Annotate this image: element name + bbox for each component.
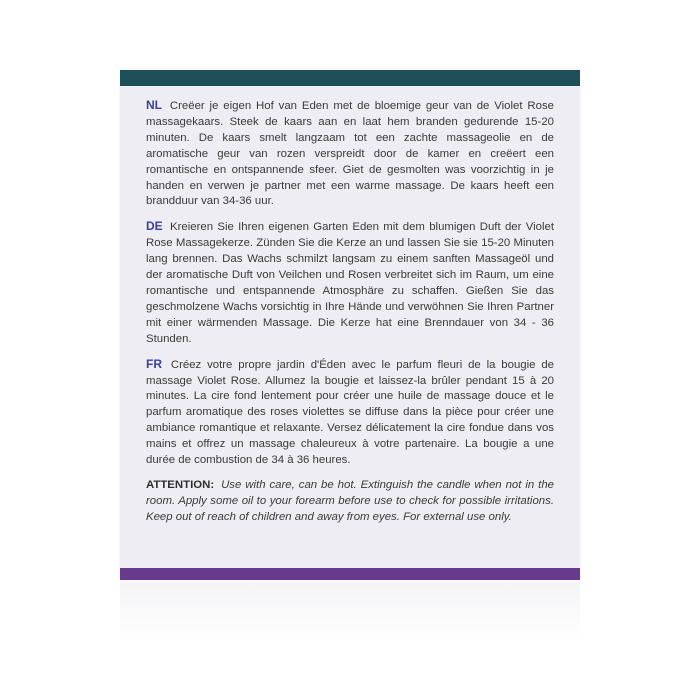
section-nl: [146, 98, 554, 210]
language-code-nl: NL: [146, 98, 162, 112]
bottom-color-band: [120, 568, 580, 580]
top-color-band: [120, 70, 580, 86]
product-label-card: [120, 70, 580, 580]
section-text-de: Kreieren Sie Ihren eigenen Garten Eden mit dem blumigen Duft der Violet Rose Massagekerze. Zünden Sie die Kerze an und lassen Sie sie 15-20 Minuten lang brennen. Das Wachs schmilzt langsam zu einem sanften Massageöl und der aromatische Duft von Veilchen und Rosen verbreitet sich im Raum, um eine romantische und entspannende Atmosphäre zu schaffen. Gießen Sie das geschmolzene Wachs vorsichtig in Ihre Hände und verwöhnen Sie Ihren Partner mit einer wärmenden Massage. Die Kerze hat eine Brenndauer von 34 - 36 Stunden.: [146, 221, 554, 345]
attention-text: Use with care, can be hot. Extinguish the candle when not in the room. Apply some oil to your forearm before use to check for possible irritations. Keep out of reach of children and away from eyes. For external use only.: [146, 478, 554, 523]
attention-label: ATTENTION:: [146, 478, 215, 491]
section-de: [146, 219, 554, 347]
attention-notice: [146, 478, 554, 526]
language-code-fr: FR: [146, 356, 162, 371]
label-text-block: [146, 98, 554, 535]
language-code-de: DE: [146, 219, 163, 234]
section-fr: [146, 357, 554, 469]
section-text-fr: Créez votre propre jardin d'Éden avec le parfum fleuri de la bougie de massage Violet Rose. Allumez la bougie et laissez-la brûler pendant 15 à 20 minutes. La cire fond lentement pour créer une huile de massage douce et le parfum aromatique des roses violettes se diffuse dans la pièce pour créer une ambiance romantique et relaxante. Versez délicatement la cire fondue dans vos mains et offrez un massage chaleureux à votre partenaire. La bougie a une durée de combustion de 34 à 36 heures.: [146, 358, 554, 467]
section-text-nl: Creëer je eigen Hof van Eden met de bloemige geur van de Violet Rose massagekaars. Steek de kaars aan en laat hem branden gedurende 15-20 minuten. De kaars smelt langzaam tot een zachte massageolie en de aromatische geur van rozen verspreidt door de kamer en creëert een romantische en ontspannende sfeer. Giet de gesmolten was voorzichtig in je handen en verwen je partner met een warme massage. De kaars heeft een brandduur van 34-36 uur.: [146, 100, 554, 208]
surface-reflection: [120, 582, 580, 642]
